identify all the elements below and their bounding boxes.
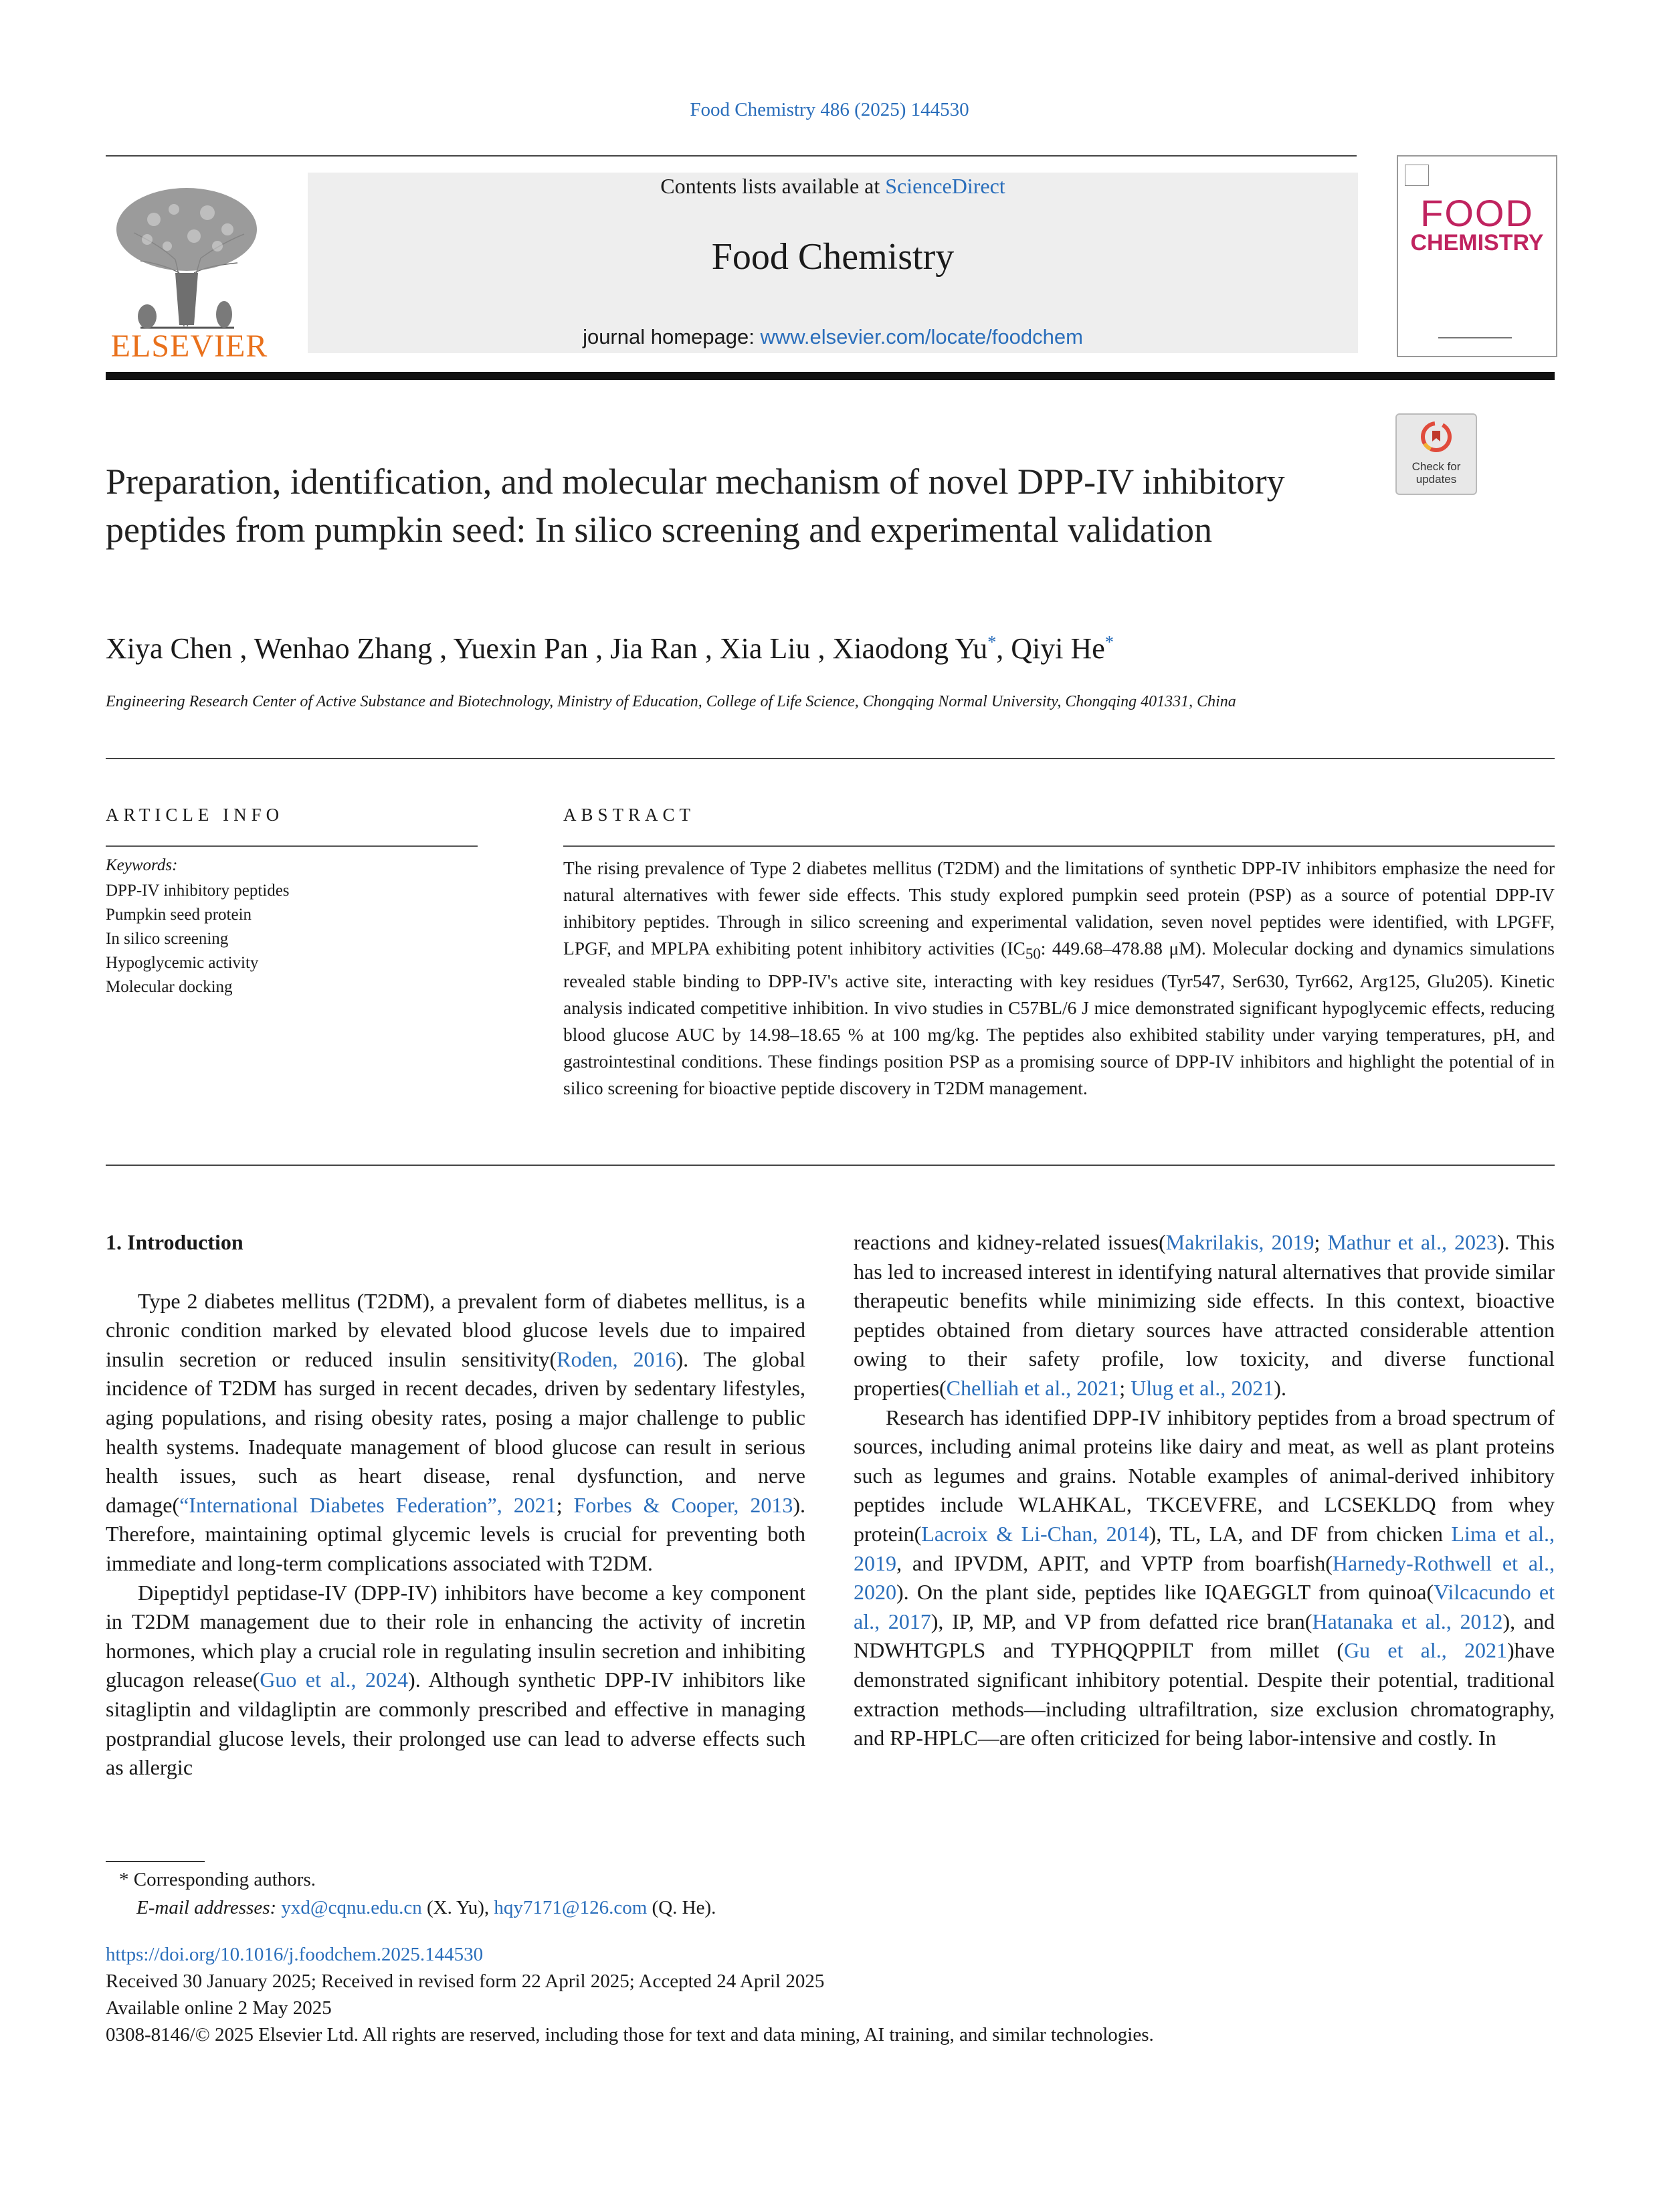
keywords-list bbox=[106, 879, 290, 999]
paragraph bbox=[106, 1287, 805, 1579]
article-info-rule bbox=[106, 845, 478, 847]
abstract-rule bbox=[563, 845, 1555, 847]
cover-footer-rule bbox=[1438, 337, 1512, 338]
check-for-updates-label bbox=[1397, 460, 1476, 486]
keywords-label: Keywords: bbox=[106, 856, 178, 874]
cover-title-chemistry: CHEMISTRY bbox=[1410, 230, 1544, 256]
text: Type 2 diabetes mellitus (T2DM), a prevalent form of diabetes mellitus, is a chronic condition marked by elevated blood glucose levels due to impaired insulin secretion or reduced insulin sensitivity( bbox=[106, 1288, 805, 1371]
text: Dipeptidyl peptidase-IV (DPP-IV) inhibitors have become a key component in T2DM management due to their role in enhancing the activity of incretin hormones, which play a crucial role in regulating insulin secretion and inhibiting glucagon release( bbox=[106, 1580, 805, 1692]
text: ). The global incidence of T2DM has surged in recent decades, driven by sedentary lifestyles, aging populations, and rising obesity rates, posing a major challenge to public health systems. Inadequate management of blood glucose can result in serious health issues, such as heart disease, renal dysfunction, and nerve damage( bbox=[106, 1346, 805, 1517]
abstract-part-a: The rising prevalence of Type 2 diabetes mellitus (T2DM) and the limitations of synthetic DPP-IV inhibitors emphasize the need for natural alternatives with fewer side effects. This study explored pumpkin seed protein (PSP) as a source of potential DPP-IV inhibitory peptides. Through in silico screening and experimental validation, seven novel peptides were identified, with LPGFF, LPGF, and MPLPA exhibiting potent inhibitory activities (IC bbox=[563, 858, 1555, 959]
available-online: Available online 2 May 2025 bbox=[106, 1997, 332, 2019]
citation-link[interactable]: Forbes & Cooper, 2013 bbox=[573, 1492, 793, 1517]
corresponding-author-mark[interactable]: * bbox=[987, 632, 997, 652]
contents-line bbox=[308, 174, 1358, 199]
cover-publisher-mark-icon bbox=[1405, 165, 1429, 186]
paragraph-continued bbox=[854, 1228, 1555, 1403]
check-updates-line2: updates bbox=[1416, 473, 1457, 486]
masthead-bottom-rule bbox=[106, 372, 1555, 380]
citation-link[interactable]: Roden, 2016 bbox=[557, 1346, 676, 1371]
text: ), TL, LA, and DF from chicken bbox=[1149, 1521, 1452, 1546]
text: ). Therefore, maintaining optimal glycemic levels is crucial for preventing both immediate and long-term complications associated with T2DM. bbox=[106, 1492, 806, 1575]
citation-link[interactable]: Hatanaka et al., 2012 bbox=[1312, 1609, 1503, 1633]
citation-link[interactable]: Lacroix & Li-Chan, 2014 bbox=[921, 1521, 1149, 1546]
citation-link[interactable]: Vilcacundo et al., 2017 bbox=[854, 1580, 1555, 1633]
authors-last: , Qiyi He bbox=[996, 632, 1105, 665]
article-title: Preparation, identification, and molecular mechanism of novel DPP-IV inhibitory peptides from pumpkin seed: In silico screening and experimental validation bbox=[106, 462, 1285, 550]
keyword-item: In silico screening bbox=[106, 930, 229, 948]
text: )have demonstrated significant inhibitory potential. Despite their potential, traditional extraction methods—including ultrafiltration, size exclusion chromatography, and RP-HPLC—are often criticized for being labor-intensive and costly. In bbox=[854, 1638, 1555, 1750]
check-updates-line1: Check for bbox=[1411, 460, 1461, 473]
elsevier-wordmark: ELSEVIER bbox=[110, 328, 268, 364]
journal-name: Food Chemistry bbox=[711, 236, 955, 278]
contents-prefix: Contents lists available at bbox=[660, 174, 886, 198]
keyword-item: DPP-IV inhibitory peptides bbox=[106, 882, 290, 900]
check-for-updates-button[interactable] bbox=[1395, 413, 1477, 495]
keyword-item: Pumpkin seed protein bbox=[106, 906, 252, 924]
email-link[interactable]: hqy7171@126.com bbox=[494, 1897, 648, 1918]
citation-link[interactable]: Gu et al., 2021 bbox=[1344, 1638, 1507, 1663]
keyword-item: Hypoglycemic activity bbox=[106, 954, 259, 972]
email-link[interactable]: yxd@cqnu.edu.cn bbox=[281, 1897, 422, 1918]
citation-link[interactable]: Chelliah et al., 2021 bbox=[946, 1375, 1120, 1400]
copyright: 0308-8146/© 2025 Elsevier Ltd. All rights are reserved, including those for text and data mining, AI training, and similar technologies. bbox=[106, 2024, 1154, 2045]
section-heading-introduction: 1. Introduction bbox=[106, 1230, 243, 1254]
abstract-text bbox=[563, 855, 1555, 1102]
email-label: E-mail addresses: bbox=[136, 1897, 282, 1918]
citation-link[interactable]: Ulug et al., 2021 bbox=[1131, 1375, 1274, 1400]
author-list bbox=[106, 631, 1444, 666]
cover-title-food: FOOD bbox=[1420, 192, 1534, 234]
citation-link[interactable]: Harnedy-Rothwell et al., 2020 bbox=[854, 1550, 1555, 1605]
abstract-heading: ABSTRACT bbox=[563, 805, 696, 825]
abstract-part-b: : 449.68–478.88 μM). Molecular docking and dynamics simulations revealed stable binding to DPP-IV's active site, interacting with key residues (Tyr547, Ser630, Tyr662, Arg125, Glu205). Kinetic analysis indicated competitive inhibition. In vivo studies in C57BL/6 J mice demonstrated significant hypoglycemic effects, reducing blood glucose AUC by 14.98–18.65 % at 100 mg/kg. The peptides also exhibited stability under varying temperatures, pH, and gastrointestinal conditions. These findings position PSP as a promising source of DPP-IV inhibitors and highlight the potential of in silico screening for bioactive peptide discovery in T2DM management. bbox=[563, 938, 1555, 1098]
divider bbox=[106, 1165, 1555, 1166]
journal-homepage-line bbox=[308, 325, 1358, 349]
citation-link[interactable]: Guo et al., 2024 bbox=[260, 1668, 409, 1692]
doi-link[interactable]: https://doi.org/10.1016/j.foodchem.2025.144530 bbox=[106, 1944, 484, 1965]
text: reactions and kidney-related issues( bbox=[854, 1230, 1166, 1254]
text: , and IPVDM, APIT, and VPTP from boarfish( bbox=[896, 1550, 1333, 1575]
citation-link[interactable]: Mathur et al., 2023 bbox=[1327, 1230, 1497, 1254]
keyword-item: Molecular docking bbox=[106, 978, 233, 996]
text: ; bbox=[1119, 1375, 1131, 1400]
text: ). Although synthetic DPP-IV inhibitors like sitagliptin and vildagliptin are commonly prescribed and effective in managing postprandial glucose levels, their prolonged use can lead to adverse effects such as allergic bbox=[106, 1668, 806, 1780]
journal-cover-thumbnail[interactable] bbox=[1397, 155, 1557, 357]
text: ). This has led to increased interest in identifying natural alternatives that provide similar therapeutic benefits while minimizing side effects. In this context, bioactive peptides obtained from dietary sources have attracted considerable attention owing to their safety profile, low toxicity, and diverse functional properties( bbox=[854, 1230, 1555, 1400]
email-owner: (Q. He). bbox=[647, 1897, 716, 1918]
citation-link[interactable]: Makrilakis, 2019 bbox=[1165, 1230, 1314, 1254]
article-dates: Received 30 January 2025; Received in revised form 22 April 2025; Accepted 24 April 2025 bbox=[106, 1971, 825, 1992]
footnote-rule bbox=[106, 1861, 205, 1862]
citation-link[interactable]: Lima et al., 2019 bbox=[854, 1521, 1555, 1575]
masthead-top-rule bbox=[106, 155, 1357, 157]
corresponding-author-mark-2[interactable]: * bbox=[1104, 632, 1114, 652]
text: ; bbox=[1314, 1230, 1328, 1254]
homepage-prefix: journal homepage: bbox=[583, 325, 761, 348]
abstract-subscript: 50 bbox=[1025, 945, 1041, 963]
citation-link[interactable]: “International Diabetes Federation”, 2021 bbox=[179, 1492, 557, 1517]
check-for-updates-icon bbox=[1421, 421, 1452, 452]
text: Research has identified DPP-IV inhibitory peptides from a broad spectrum of sources, including animal proteins like dairy and meat, as well as plant proteins such as legumes and grains. Notable examples of animal-derived inhibitory peptides include WLAHKAL, TKCEVFRE, and LCSEKLDQ from whey protein( bbox=[854, 1405, 1555, 1546]
footnote-corresponding: * Corresponding authors. bbox=[119, 1869, 316, 1890]
running-head[interactable]: Food Chemistry 486 (2025) 144530 bbox=[690, 99, 969, 120]
body-column-left bbox=[106, 1228, 805, 1783]
authors-text: Xiya Chen , Wenhao Zhang , Yuexin Pan , Jia Ran , Xia Liu , Xiaodong Yu bbox=[106, 632, 988, 665]
text: ), IP, MP, and VP from defatted rice bran( bbox=[931, 1609, 1312, 1633]
text: ), and NDWHTGPLS and TYPHQQPPILT from millet ( bbox=[854, 1609, 1555, 1663]
paragraph bbox=[106, 1579, 805, 1783]
paragraph bbox=[854, 1403, 1555, 1753]
body-column-right bbox=[854, 1228, 1555, 1753]
affiliation: Engineering Research Center of Active Substance and Biotechnology, Ministry of Education, College of Life Science, Chongqing Normal University, Chongqing 401331, China bbox=[106, 693, 1236, 710]
text: ). bbox=[1274, 1375, 1286, 1400]
divider bbox=[106, 758, 1555, 759]
article-info-heading: ARTICLE INFO bbox=[106, 805, 284, 825]
email-owner: (X. Yu), bbox=[421, 1897, 494, 1918]
text: ). On the plant side, peptides like IQAEGGLT from quinoa( bbox=[896, 1580, 1434, 1605]
journal-homepage-link[interactable]: www.elsevier.com/locate/foodchem bbox=[760, 325, 1083, 348]
sciencedirect-link[interactable]: ScienceDirect bbox=[885, 174, 1005, 198]
text: ; bbox=[556, 1492, 574, 1517]
footnote-emails bbox=[136, 1897, 716, 1919]
